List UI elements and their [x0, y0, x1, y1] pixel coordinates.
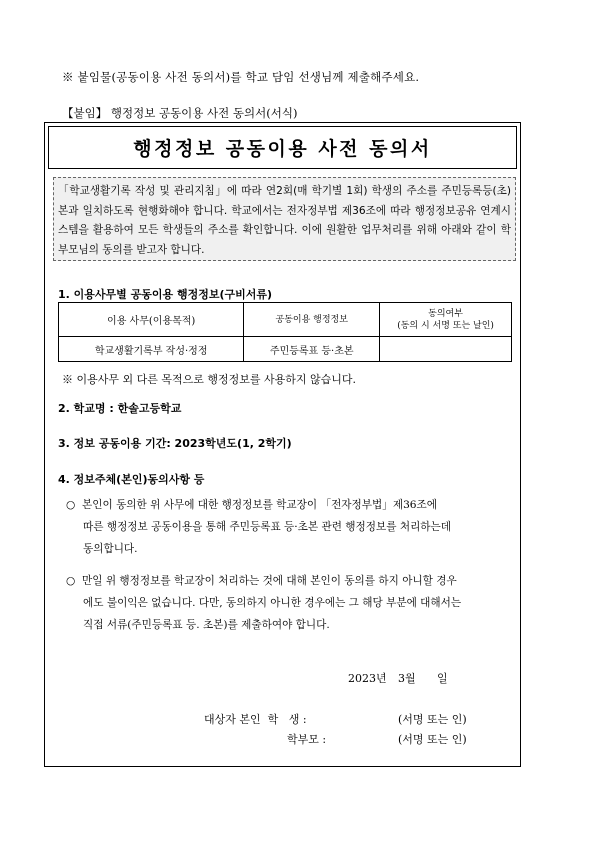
consent-item-2: [66, 570, 461, 636]
section1-note: ※ 이용사무 외 다른 목적으로 행정정보를 사용하지 않습니다.: [62, 373, 356, 386]
date-day: 일: [437, 672, 448, 685]
table-cell-purpose: 학교생활기록부 작성·정정: [59, 337, 244, 362]
table-row: [59, 337, 512, 362]
item1-line3: 동의합니다.: [83, 543, 138, 555]
title-box: [48, 126, 517, 169]
table-header-consent: [380, 303, 512, 337]
student-signature-field[interactable]: (서명 또는 인): [398, 713, 467, 726]
consent-header-line2: (동의 시 서명 또는 날인): [397, 320, 494, 331]
table-header-purpose: 이용 사무(이용목적): [59, 303, 244, 337]
section4-heading: 4. 정보주체(본인)동의사항 등: [58, 473, 205, 486]
table-header-info: 공동이용 행정정보: [244, 303, 380, 337]
consent-signature-cell[interactable]: [380, 337, 512, 362]
table-cell-info: 주민등록표 등·초본: [244, 337, 380, 362]
student-sign-label: 대상자 본인 학 생 :: [204, 713, 307, 726]
item1-line1: 본인이 동의한 위 사무에 대한 행정정보를 학교장이 「전자정부법」제36조에: [82, 499, 438, 511]
attachment-label: 【붙임】 행정정보 공동이용 사전 동의서(서식): [62, 106, 298, 120]
intro-box: [53, 177, 516, 261]
intro-text: 「학교생활기록 작성 및 관리지침」에 따라 연2회(매 학기별 1회) 학생의 주소를 주민등록등(초)본과 일치하도록 현행화해야 합니다. 학교에서는 전자정부법 제36조에 따라 행정정보공유 연계시스템을 활용하여 모든 학생들의 주소를 확인합니다. 이에 원활한 업무처리를 위해 아래와 같이 학부모님의 동의를 받고자 합니다.: [58, 185, 511, 256]
form-title: 행정정보 공동이용 사전 동의서: [133, 138, 432, 160]
parent-signature-field[interactable]: (서명 또는 인): [398, 733, 467, 746]
info-table: [58, 302, 512, 362]
bullet-mark: ○: [66, 575, 76, 587]
notice-text: ※ 붙임물(공동이용 사전 동의서)를 학교 담임 선생님께 제출해주세요.: [62, 70, 420, 84]
item2-line1: 만일 위 행정정보를 학교장이 처리하는 것에 대해 본인이 동의를 하지 아니할 경우: [82, 575, 457, 587]
parent-sign-label: 학부모 :: [287, 733, 327, 746]
bullet-mark: ○: [66, 499, 76, 511]
date-year: 2023년: [348, 672, 387, 685]
date-month: 3월: [398, 672, 416, 685]
table-header-row: [59, 303, 512, 337]
consent-header-line1: 동의여부: [428, 308, 463, 319]
consent-item-1: [66, 494, 451, 560]
section1-heading: 1. 이용사무별 공동이용 행정정보(구비서류): [58, 288, 273, 301]
section3-period: 3. 정보 공동이용 기간: 2023학년도(1, 2학기): [58, 437, 292, 450]
item2-line3: 직접 서류(주민등록표 등. 초본)를 제출하여야 합니다.: [83, 619, 330, 631]
section2-school: 2. 학교명 : 한솔고등학교: [58, 402, 182, 415]
item1-line2: 따른 행정정보 공동이용을 통해 주민등록표 등·초본 관련 행정정보를 처리하는데: [83, 521, 452, 533]
item2-line2: 에도 불이익은 없습니다. 다만, 동의하지 아니한 경우에는 그 해당 부분에 대해서는: [83, 597, 462, 609]
